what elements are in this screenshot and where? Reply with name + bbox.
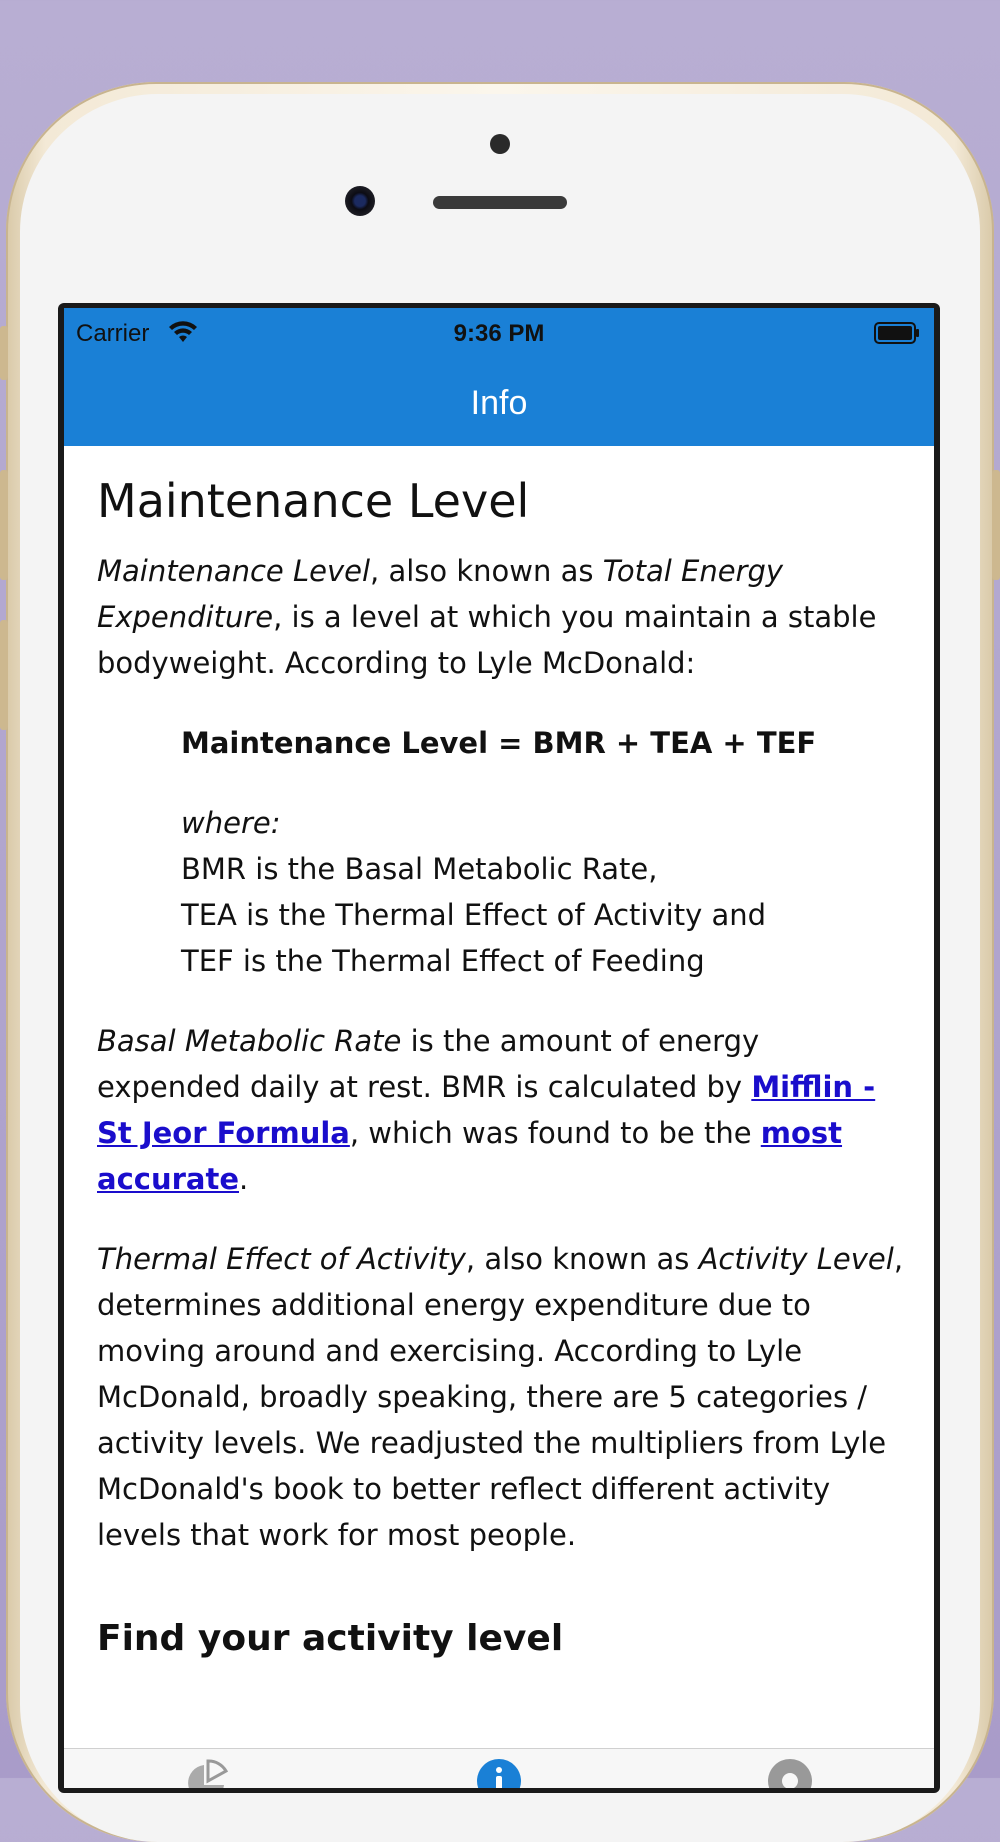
info-content [97, 446, 907, 1659]
status-time: 9:36 PM [453, 320, 545, 347]
intro-term-tee: Total Energy Expenditure [97, 554, 784, 634]
activity-level-heading: Find your activity level [97, 1618, 564, 1659]
nav-title: Info [470, 384, 528, 422]
proximity-sensor [490, 134, 510, 154]
settings-icon[interactable] [766, 1757, 814, 1788]
where-label: where: [181, 806, 281, 840]
activity-level-term: Activity Level [698, 1242, 894, 1276]
intro-term-maintenance: Maintenance Level [97, 554, 371, 588]
bmr-text-3: . [239, 1162, 249, 1196]
bmr-text-1: is the amount of energy expended daily at rest. BMR is calculated by [97, 1024, 760, 1104]
side-button-left-3 [0, 620, 8, 730]
intro-text-1: , also known as [370, 554, 603, 588]
most-accurate-link[interactable]: most accurate [97, 1116, 843, 1196]
intro-text-2: , is a level at which you maintain a stable bodyweight. According to Lyle McDonald: [97, 600, 877, 680]
formula-definitions [181, 800, 907, 984]
side-button-left-2 [0, 470, 8, 580]
app-screen [64, 308, 934, 1788]
tab-bar [64, 1748, 934, 1788]
tea-text-1: , also known as [465, 1242, 699, 1276]
tea-term: Thermal Effect of Activity [97, 1242, 466, 1276]
carrier-label: Carrier [76, 320, 150, 347]
definition-bmr: BMR is the Basal Metabolic Rate, [181, 852, 658, 886]
maintenance-formula: Maintenance Level = BMR + TEA + TEF [181, 726, 817, 760]
bmr-term: Basal Metabolic Rate [97, 1024, 402, 1058]
status-bar [64, 308, 934, 368]
side-button-left-1 [0, 326, 8, 380]
definition-tea: TEA is the Thermal Effect of Activity and [181, 898, 767, 932]
bmr-paragraph [97, 1018, 907, 1202]
tea-text-2: , determines additional energy expenditure due to moving around and exercising. According to Lyle McDonald, broadly speaking, there are 5 categories / activity levels. We readjusted the multipliers from Lyle McDonald's book to better reflect different activity levels that work for most people. [97, 1242, 904, 1552]
bmr-text-2: , which was found to be the [349, 1116, 761, 1150]
front-camera [345, 186, 375, 216]
side-button-right [992, 470, 1000, 580]
navigation-bar [64, 368, 934, 446]
intro-paragraph [97, 548, 907, 686]
earpiece-speaker [433, 196, 567, 209]
battery-icon [874, 322, 920, 344]
mifflin-formula-link[interactable]: Mifflin - St Jeor Formula [97, 1070, 876, 1150]
tea-paragraph [97, 1236, 907, 1558]
page-heading: Maintenance Level [97, 474, 530, 528]
info-icon[interactable] [475, 1757, 523, 1788]
definition-tef: TEF is the Thermal Effect of Feeding [181, 944, 705, 978]
chart-icon[interactable] [184, 1757, 232, 1788]
